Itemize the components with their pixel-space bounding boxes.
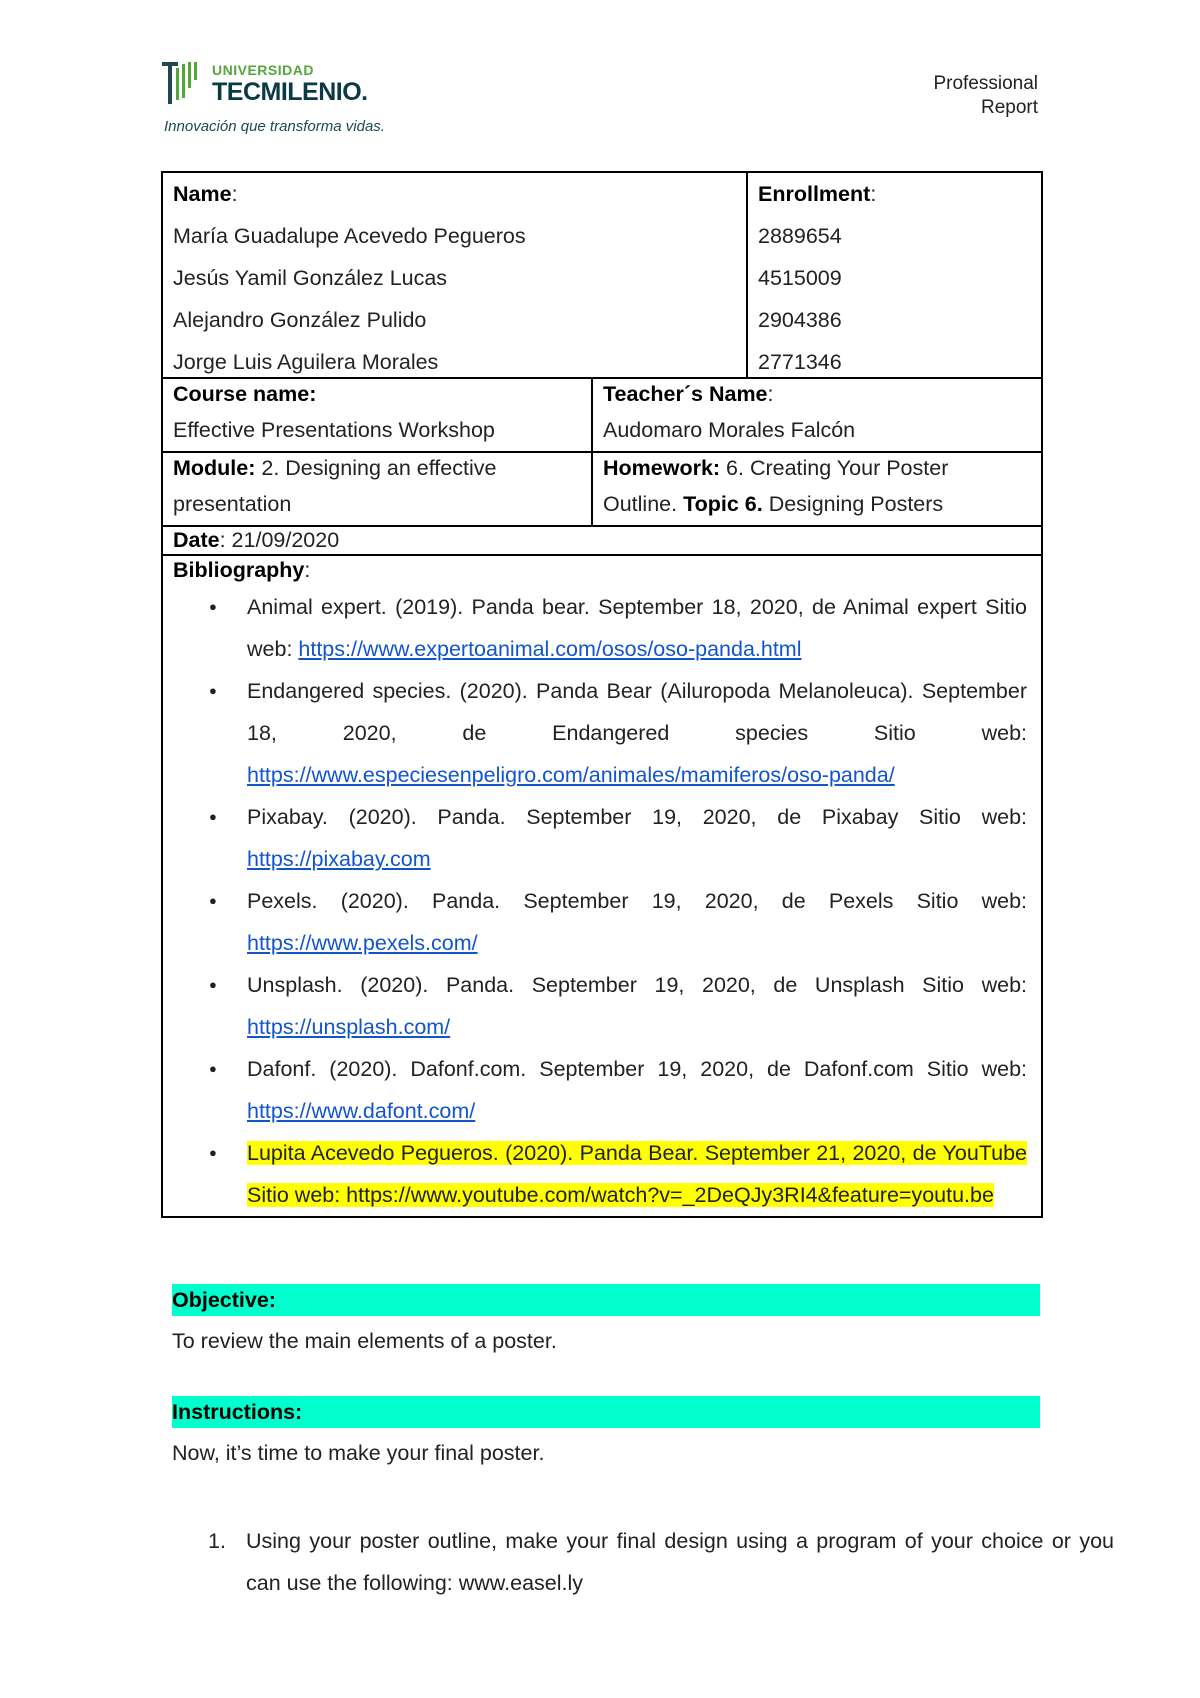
- module-cell: [162, 452, 592, 526]
- student-name-1: María Guadalupe Acevedo Pegueros: [173, 224, 526, 248]
- reference-text: Pexels. (2020). Panda. September 19, 2020, de Pexels Sitio web:: [247, 889, 1028, 913]
- bibliography-item: [247, 796, 1027, 880]
- reference-link[interactable]: https://www.dafont.com/: [247, 1099, 476, 1123]
- bibliography-item: [247, 586, 1027, 670]
- bibliography-cell: Bibliography: ● Animal expert. (2019). Panda bear. September 18, 2020, de Animal expert Sitio web: https://www.expertoanimal.com/osos/oso-panda.html ● Endangered species. (2020). Panda Bear (Ailuropoda Melanoleuca). September 18, 2020, de Endangered species Sitio web: https://www.especiesenpeligro.com/animales/mamiferos/oso-panda/ ● Pixabay. (2020). Panda. September 19, 2020, de Pixabay Sitio web: https://pixabay.com ● Pexels. (2020). Panda. September 19, 2020, de Pexels Sitio web: https://www.pexels.com/ ● Unsplash. (2020). Panda. September 19, 2020, de Unsplash Sitio web: https://unsplash.com/ ● Dafonf. (2020). Dafonf.com. September 19, 2020, de Dafonf.com Sitio web: https://www.dafont.com/ ● Lupita Acevedo Pegueros. (2020). Panda Bear. September 21, 2020, de YouTube Sitio web: https://www.youtube.com/watch?v=_2DeQJy3RI4&feature=youtu.be: [162, 555, 1042, 1217]
- teacher-label: Teacher´s Name: [603, 382, 768, 406]
- objective-section: [172, 1284, 1040, 1362]
- course-cell: Course name: Effective Presentations Workshop: [162, 378, 592, 452]
- date-cell: [162, 526, 1042, 555]
- student-name-3: Alejandro González Pulido: [173, 308, 427, 332]
- instructions-heading: Instructions:: [172, 1396, 1040, 1428]
- bibliography-item-highlighted: [247, 1132, 1027, 1216]
- bibliography-item: [247, 1048, 1027, 1132]
- topic-label: Topic 6.: [683, 492, 763, 516]
- instructions-text: Now, it’s time to make your final poster.: [172, 1441, 545, 1465]
- module-label: Module:: [173, 456, 256, 480]
- topic-value: Designing Posters: [762, 492, 944, 516]
- document-type: [933, 72, 1038, 120]
- logo-name-text: TECMILENIO.: [212, 78, 368, 106]
- homework-value-1: 6. Creating Your Poster: [720, 456, 949, 480]
- student-info-table: [161, 171, 1043, 1218]
- enrollment-label: Enrollment: [758, 182, 871, 206]
- course-row: [162, 378, 1042, 452]
- enrollment-3: 2904386: [758, 308, 842, 332]
- homework-label: Homework:: [603, 456, 721, 480]
- reference-text: Unsplash. (2020). Panda. September 19, 2020, de Unsplash Sitio web:: [247, 973, 1028, 997]
- tecmilenio-logo-icon: [160, 60, 202, 106]
- instructions-section: [172, 1396, 1040, 1474]
- logo-tagline: Innovación que transforma vidas.: [164, 118, 385, 135]
- university-logo: [160, 58, 410, 138]
- student-name-2: Jesús Yamil González Lucas: [173, 266, 448, 290]
- names-cell: Name: María Guadalupe Acevedo Pegueros Jesús Yamil González Lucas Alejandro González Pulido Jorge Luis Aguilera Morales: [162, 172, 747, 378]
- teacher-cell: Teacher´s Name: Audomaro Morales Falcón: [592, 378, 1042, 452]
- reference-text: Animal expert. (2019). Panda bear. September 18, 2020, de Animal expert Sitio web:: [247, 595, 1028, 661]
- date-row: [162, 526, 1042, 555]
- teacher-value: Audomaro Morales Falcón: [603, 418, 856, 442]
- student-name-4: Jorge Luis Aguilera Morales: [173, 350, 439, 374]
- reference-link[interactable]: https://pixabay.com: [247, 847, 431, 871]
- homework-value-2: Outline.: [603, 492, 684, 516]
- enrollment-1: 2889654: [758, 224, 842, 248]
- enrollment-4: 2771346: [758, 350, 842, 374]
- bibliography-item: [247, 670, 1027, 796]
- document-type-line1: Professional: [933, 73, 1038, 94]
- enrollment-cell: Enrollment: 2889654 4515009 2904386 2771346: [747, 172, 1042, 378]
- bibliography-list: [173, 586, 1031, 1216]
- instruction-step: [208, 1520, 1114, 1604]
- document-type-line2: Report: [980, 97, 1038, 118]
- enrollment-2: 4515009: [758, 266, 842, 290]
- reference-text: Pixabay. (2020). Panda. September 19, 2020, de Pixabay Sitio web:: [247, 805, 1028, 829]
- name-label: Name: [173, 182, 232, 206]
- reference-link[interactable]: https://www.expertoanimal.com/osos/oso-panda.html: [298, 637, 802, 661]
- objective-heading: Objective:: [172, 1284, 1040, 1316]
- date-value: : 21/09/2020: [219, 528, 340, 552]
- reference-text: Endangered species. (2020). Panda Bear (Ailuropoda Melanoleuca). September 18, 2020, de Endangered species Sitio web:: [247, 679, 1028, 745]
- reference-text: Dafonf. (2020). Dafonf.com. September 19, 2020, de Dafonf.com Sitio web:: [247, 1057, 1028, 1081]
- bibliography-row: [162, 555, 1042, 1217]
- bibliography-item: [247, 964, 1027, 1048]
- module-value-1: 2. Designing an effective: [255, 456, 497, 480]
- step-text: Using your poster outline, make your final design using a program of your choice or you can use the following: www.easel.ly: [246, 1529, 1114, 1595]
- objective-text: To review the main elements of a poster.: [172, 1329, 557, 1353]
- course-value: Effective Presentations Workshop: [173, 418, 495, 442]
- names-row: [162, 172, 1042, 378]
- reference-link[interactable]: https://unsplash.com/: [247, 1015, 451, 1039]
- highlighted-reference-text: Lupita Acevedo Pegueros. (2020). Panda Bear. September 21, 2020, de YouTube Sitio web: https://www.youtube.com/watch?v=_2DeQJy3RI4&feature=youtu.be: [247, 1141, 1028, 1207]
- bibliography-item: [247, 880, 1027, 964]
- module-value-2: presentation: [173, 492, 292, 516]
- homework-cell: [592, 452, 1042, 526]
- bibliography-label: Bibliography: [173, 558, 305, 582]
- step-number: 1.: [208, 1529, 226, 1553]
- course-label: Course name: [173, 382, 310, 406]
- module-row: [162, 452, 1042, 526]
- reference-link[interactable]: https://www.pexels.com/: [247, 931, 478, 955]
- date-label: Date: [173, 528, 220, 552]
- logo-university-text: UNIVERSIDAD: [212, 62, 314, 78]
- instruction-steps: [172, 1520, 1114, 1604]
- reference-link[interactable]: https://www.especiesenpeligro.com/animales/mamiferos/oso-panda/: [247, 763, 895, 787]
